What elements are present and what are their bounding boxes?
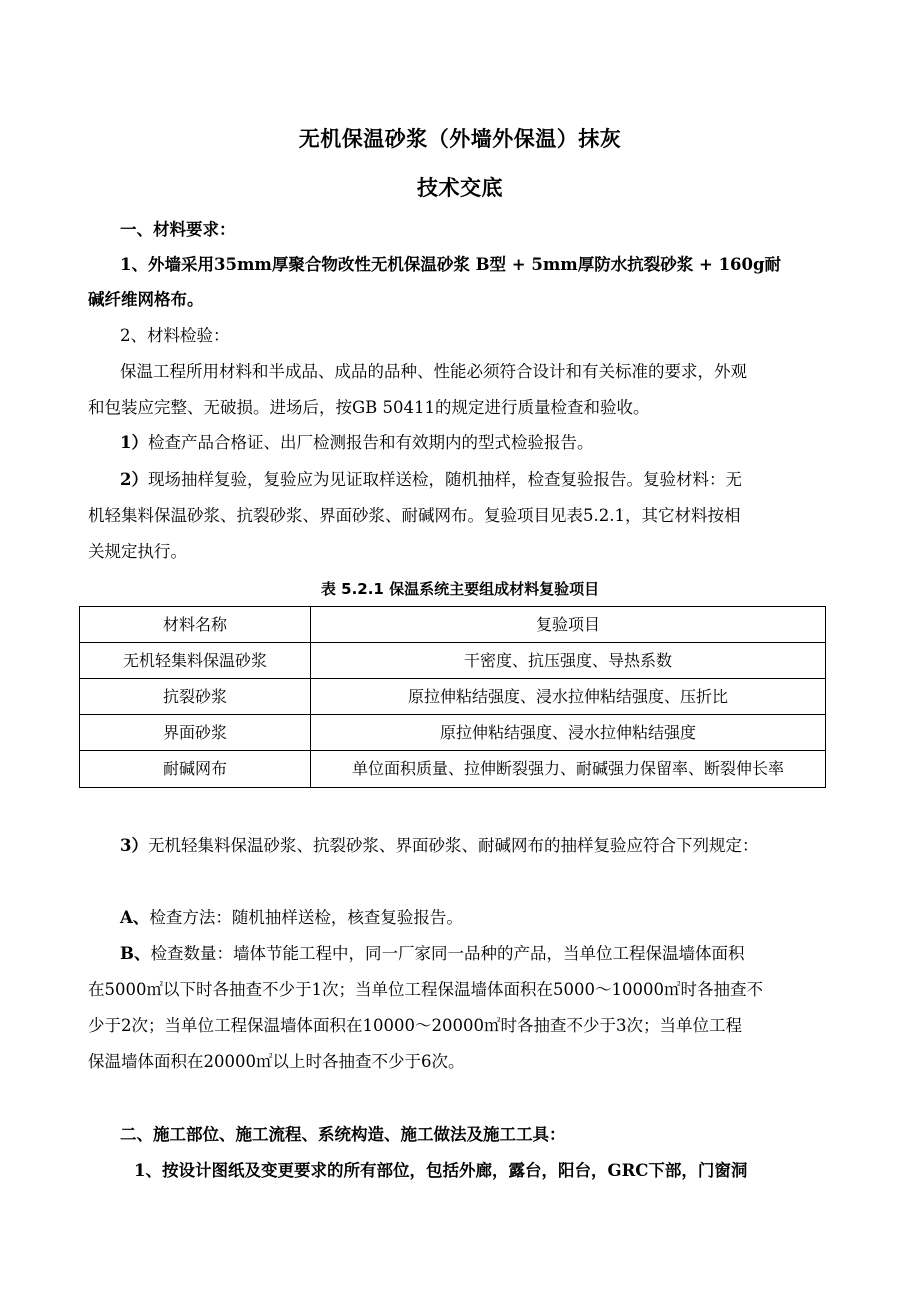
paragraph-6	[120, 834, 834, 858]
table-row	[80, 715, 826, 751]
table-cell-material: 耐碱网布	[80, 751, 311, 788]
paragraph-1-line-2: 碱纤维网格布。	[88, 290, 204, 309]
paragraph-8-line-4: 保温墙体面积在20000㎡以上时各抽查不少于6次。	[88, 1052, 465, 1071]
table-cell-items: 原拉伸粘结强度、浸水拉伸粘结强度	[311, 715, 826, 751]
paragraph-3-line-2: 和包装应完整、无破损。进场后，按GB 50411的规定进行质量检查和验收。	[88, 398, 650, 417]
paragraph-7-text: 检查方法：随机抽样送检，核查复验报告。	[149, 908, 463, 927]
section-1-heading: 一、材料要求：	[120, 220, 236, 239]
table-caption: 表 5.2.1 保温系统主要组成材料复验项目	[320, 580, 600, 598]
materials-table	[79, 606, 826, 788]
paragraph-7	[120, 906, 834, 930]
paragraph-1-line-1: 1、外墙采用35mm厚聚合物改性无机保温砂浆 B型 + 5mm厚防水抗裂砂浆 + 160g耐	[120, 255, 782, 274]
paragraph-6-text: 无机轻集料保温砂浆、抗裂砂浆、界面砂浆、耐碱网布的抽样复验应符合下列规定：	[147, 836, 759, 855]
document-title: 无机保温砂浆（外墙外保温）抹灰	[298, 127, 622, 151]
paragraph-3-line-1: 保温工程所用材料和半成品、成品的品种、性能必须符合设计和有关标准的要求，外观	[120, 362, 747, 381]
table-header-cell: 材料名称	[80, 607, 311, 643]
table-cell-items: 单位面积质量、拉伸断裂强力、耐碱强力保留率、断裂伸长率	[311, 751, 826, 788]
table-row	[80, 679, 826, 715]
table-cell-material: 界面砂浆	[80, 715, 311, 751]
paragraph-4-text: 检查产品合格证、出厂检测报告和有效期内的型式检验报告。	[147, 433, 594, 452]
paragraph-8-text: 检查数量：墙体节能工程中，同一厂家同一品种的产品，当单位工程保温墙体面积	[150, 944, 745, 963]
table-header-row	[80, 607, 826, 643]
paragraph-5-text: 现场抽样复验，复验应为见证取样送检，随机抽样，检查复验报告。复验材料：无	[147, 470, 742, 489]
table-row	[80, 751, 826, 788]
paragraph-6-label: 3）	[120, 836, 148, 855]
paragraph-7-label: A、	[120, 908, 150, 927]
table-row	[80, 643, 826, 679]
paragraph-5-line-3: 关规定执行。	[88, 542, 187, 561]
document-subtitle: 技术交底	[417, 176, 503, 200]
paragraph-8-line-1	[120, 942, 834, 966]
table-cell-items: 干密度、抗压强度、导热系数	[311, 643, 826, 679]
table-cell-material: 无机轻集料保温砂浆	[80, 643, 311, 679]
table-header-cell: 复验项目	[311, 607, 826, 643]
paragraph-8-line-3: 少于2次；当单位工程保温墙体面积在10000～20000㎡时各抽查不少于3次；当单位工程	[88, 1016, 742, 1035]
paragraph-4	[120, 431, 834, 455]
paragraph-5-label: 2）	[120, 470, 148, 489]
table-cell-items: 原拉伸粘结强度、浸水拉伸粘结强度、压折比	[311, 679, 826, 715]
paragraph-8-label: B、	[120, 944, 151, 963]
paragraph-5-line-2: 机轻集料保温砂浆、抗裂砂浆、界面砂浆、耐碱网布。复验项目见表5.2.1，其它材料按相	[88, 506, 741, 525]
table-cell-material: 抗裂砂浆	[80, 679, 311, 715]
paragraph-2-heading: 2、材料检验：	[120, 326, 230, 345]
paragraph-9-line-1: 1、按设计图纸及变更要求的所有部位，包括外廊，露台，阳台，GRC下部，门窗洞	[134, 1161, 748, 1180]
paragraph-4-label: 1）	[120, 433, 148, 452]
paragraph-8-line-2: 在5000㎡以下时各抽查不少于1次；当单位工程保温墙体面积在5000～10000㎡时各抽查不	[88, 980, 763, 999]
paragraph-5-line-1	[120, 468, 834, 492]
section-2-heading: 二、施工部位、施工流程、系统构造、施工做法及施工工具：	[120, 1125, 566, 1144]
